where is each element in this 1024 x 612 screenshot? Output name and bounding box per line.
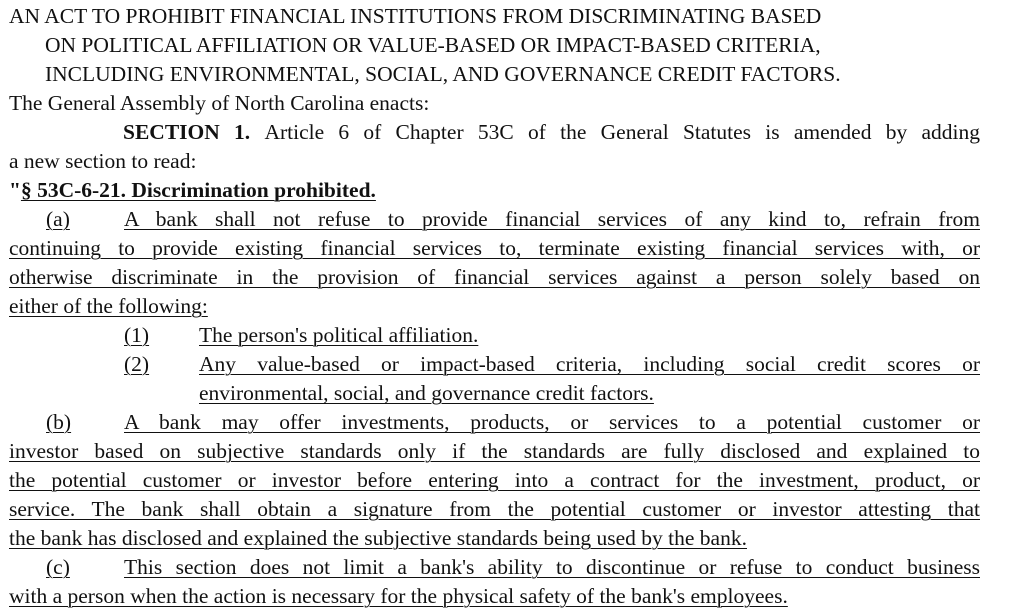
item-1-text: The person's political affiliation.: [199, 323, 479, 347]
new-section-heading: § 53C-6-21. Discrimination prohibited.: [20, 178, 376, 202]
item-2-text-line-2: environmental, social, and governance credit factors.: [199, 381, 654, 405]
subsection-b-line-4: service. The bank shall obtain a signature from the potential customer or investor attesting that: [9, 497, 980, 521]
section-1-line-2: a new section to read:: [9, 149, 197, 173]
subsection-b-line-5: the bank has disclosed and explained the subjective standards being used by the bank.: [9, 526, 747, 550]
section-1-label: SECTION 1.: [123, 120, 251, 144]
act-title-line-3: INCLUDING ENVIRONMENTAL, SOCIAL, AND GOVERNANCE CREDIT FACTORS.: [45, 62, 841, 86]
act-title-line-2: ON POLITICAL AFFILIATION OR VALUE-BASED OR IMPACT-BASED CRITERIA,: [45, 33, 821, 57]
item-2-label: (2): [124, 352, 150, 376]
open-quote: ": [9, 178, 21, 202]
subsection-b-line-3: the potential customer or investor before entering into a contract for the investment, product, or: [9, 468, 980, 492]
subsection-a-line-1: A bank shall not refuse to provide financial services of any kind to, refrain from: [124, 207, 980, 231]
enacting-clause: The General Assembly of North Carolina enacts:: [9, 91, 430, 115]
item-1-label: (1): [124, 323, 150, 347]
subsection-a-line-4: either of the following:: [9, 294, 208, 318]
item-2-text-line-1: Any value-based or impact-based criteria, including social credit scores or: [199, 352, 980, 376]
subsection-a-line-2: continuing to provide existing financial services to, terminate existing financial services with, or: [9, 236, 980, 260]
act-title-line-1: AN ACT TO PROHIBIT FINANCIAL INSTITUTIONS FROM DISCRIMINATING BASED: [9, 4, 822, 28]
subsection-a-line-3: otherwise discriminate in the provision of financial services against a person solely based on: [9, 265, 980, 289]
subsection-a-label: (a): [46, 207, 70, 231]
subsection-b-line-1: A bank may offer investments, products, or services to a potential customer or: [124, 410, 980, 434]
subsection-c-line-1: This section does not limit a bank's ability to discontinue or refuse to conduct business: [124, 555, 980, 579]
section-1-text: Article 6 of Chapter 53C of the General Statutes is amended by adding: [264, 120, 980, 144]
subsection-b-label: (b): [46, 410, 72, 434]
subsection-b-line-2: investor based on subjective standards only if the standards are fully disclosed and explained to: [9, 439, 980, 463]
subsection-c-line-2: with a person when the action is necessary for the physical safety of the bank's employees.: [9, 584, 788, 608]
new-section-heading-line: [9, 177, 376, 203]
subsection-c-label: (c): [46, 555, 70, 579]
section-1-line-1: [9, 119, 980, 145]
